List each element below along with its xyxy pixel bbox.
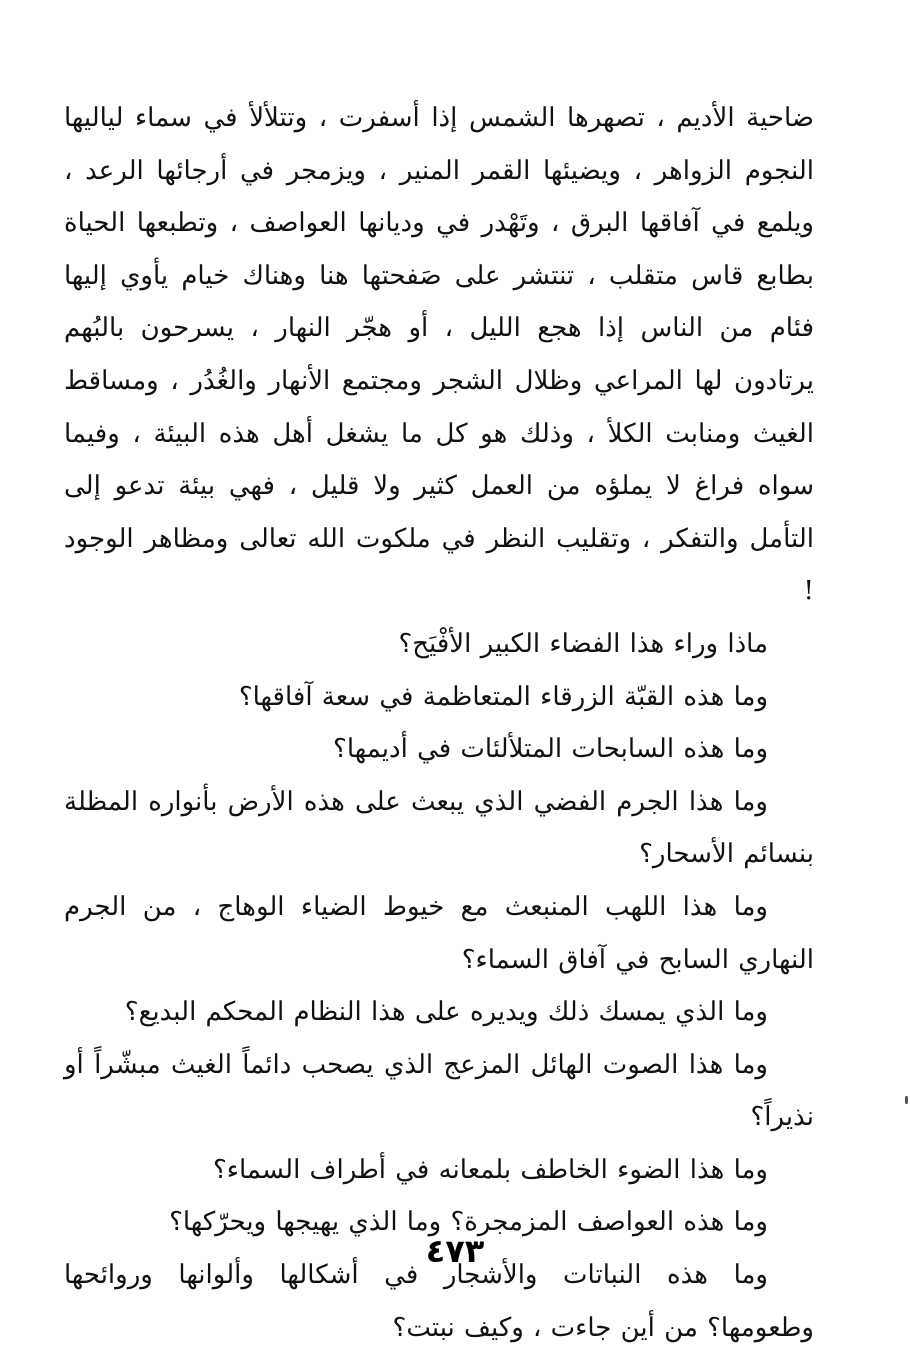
paragraph-question-order: وما الذي يمسك ذلك ويديره على هذا النظام المحكم البديع؟: [124, 997, 768, 1028]
paragraph-question-storms: وما هذه العواصف المزمجرة؟ وما الذي يهيجها ويحرّكها؟: [169, 1207, 768, 1238]
paragraph-question-lightning: وما هذا الضوء الخاطف بلمعانه في أطراف السماء؟: [212, 1154, 768, 1185]
page-body-text: [64, 92, 814, 1354]
paragraph-question-sky: ماذا وراء هذا الفضاء الكبير الأفْيَح؟: [398, 628, 768, 659]
paragraph-question-plants: وما هذه النباتات والأشجار في أشكالها وألوانها وروائحها وطعومها؟ من أين جاءت ، وكيف نبتت؟: [64, 1260, 814, 1343]
paragraph-desert-description: ضاحية الأديم ، تصهرها الشمس إذا أسفرت ، وتتلألأ في سماء لياليها النجوم الزواهر ، ويضيئها القمر المنير ، ويزمجر في أرجائها الرعد ، ويلمع في آفاقها البرق ، وتَهْدر في وديانها العواصف ، وتطبعها الحياة بطابع قاس متقلب ، تنتشر على صَفحتها هنا وهناك خيام يأوي إليها فئام من الناس إذا هجع الليل ، أو هجّر النهار ، يسرحون بالبُهم يرتادون لها المراعي وظلال الشجر ومجتمع الأنهار والغُدُر ، ومساقط الغيث ومنابت الكلأ ، وذلك هو كل ما يشغل أهل هذه البيئة ، وفيما سواه فراغ لا يملؤه من العمل كثير ولا قليل ، فهي بيئة تدعو إلى التأمل والتفكر ، وتقليب النظر في ملكوت الله تعالى ومظاهر الوجود !: [64, 103, 814, 607]
paragraph-question-stars: وما هذه السابحات المتلألئات في أديمها؟: [333, 734, 768, 765]
paragraph-question-dome: وما هذه القبّة الزرقاء المتعاظمة في سعة آفاقها؟: [238, 681, 768, 712]
paragraph-question-sun: وما هذا اللهب المنبعث مع خيوط الضياء الوهاج ، من الجرم النهاري السابح في آفاق السماء؟: [64, 891, 814, 975]
paragraph-question-thunder: وما هذا الصوت الهائل المزعج الذي يصحب دائماً الغيث مبشّراً أو نذيراً؟: [64, 1049, 814, 1133]
page-number: ٤٧٣: [425, 1232, 485, 1270]
page-edge-mark: [905, 1096, 908, 1104]
paragraph-question-moon: وما هذا الجرم الفضي الذي يبعث على هذه الأرض بأنواره المظلة بنسائم الأسحار؟: [64, 786, 814, 870]
